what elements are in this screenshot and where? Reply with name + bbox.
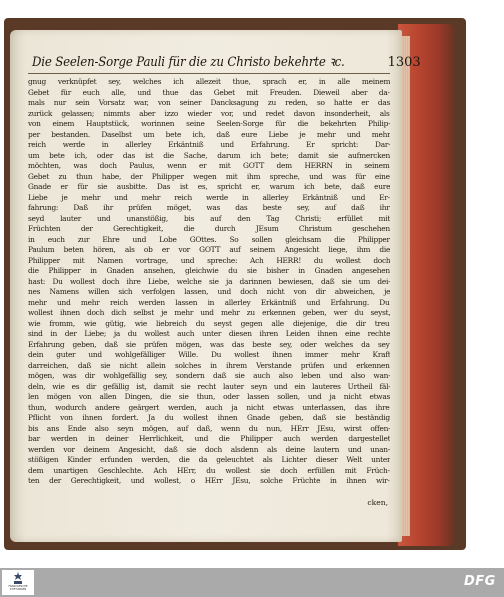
text-line: Früchten der Gerechtigkeit, die durch JEsum Christum geschehen (28, 224, 390, 233)
text-line: in euch zur Ehre und Lobe GOttes. So sollen gleichsam die Philipper (28, 234, 390, 244)
text-line: hast: Du wollest doch ihre Liebe, welche sie ja darinnen bewiesen, daß sie um dei- (28, 276, 390, 286)
text-line: len mögen von allen Dingen, die sie thun, oder lassen sollen, und ja nicht etwas (28, 392, 390, 401)
text-line: sind in der Liebe; ja du wollest auch unter diesen ihren Leiden ihnen eine rechte (28, 329, 390, 338)
library-logo-line: STIFTUNGEN (9, 588, 27, 591)
text-line: um bete ich, oder das ist die Sache, darum ich bete; damit sie aufmercken (28, 150, 390, 160)
page-header (32, 52, 421, 72)
running-head: Die Seelen-Sorge Pauli für die zu Christo bekehrte ꝛc. (32, 55, 345, 70)
text-line: seyd lauter und unanstößig, bis auf den Tag Christi; erfüllet mit (28, 213, 390, 223)
text-line: wie fromm, wie gütig, wie liebreich du seyst gegen alle diejenige, die dir treu (28, 318, 390, 328)
text-line: deln, wie es dir gefällig ist, damit sie recht lauter seyn und ein lauteres Urtheil fäl- (28, 381, 390, 391)
text-line: möchten, was doch Paulus, wenn er mit GOTT dem HERRN in seinem (28, 161, 390, 170)
dfg-logo[interactable]: DFG (464, 574, 496, 589)
text-line: die Philipper in Gnaden ansehen, gleichwie du sie bisher in Gnaden angesehen (28, 266, 390, 275)
body-text (28, 77, 390, 497)
text-line: wollest ihnen doch dich selbst je mehr und mehr zu erkennen geben, wer du seyst, (28, 308, 390, 317)
text-line: mehr und mehr reich werden lassen in allerley Erkäntniß und Erfahrung. Du (28, 297, 390, 307)
text-line: Philipper mit Namen vortrage, und spreche: Ach HERR! du wollest doch (28, 255, 390, 265)
text-line: gnug verknüpfet sey, welches ich allezeit thue, sprach er, in alle meinem (28, 77, 390, 86)
text-line: per bestanden. Daselbst um bete ich, daß eure Liebe je mehr und mehr (28, 129, 390, 139)
text-line: zurück gelassen; nimmts aber izzo wieder vor, und redet davon insonderheit, als (28, 108, 390, 118)
text-line: thun, wodurch andere geärgert werden, auch ja nicht etwas unterlassen, das ihre (28, 402, 390, 412)
text-line: darreichen, daß sie nicht allein solches in ihrem Verstande prüfen und erkennen (28, 360, 390, 370)
text-line: Gebet zu thun habe, der Philipper wegen mit ihm spreche, und was für eine (28, 171, 390, 181)
text-line: Gebet für euch alle, und thue das Gebet mit Freuden. Dieweil aber da- (28, 87, 390, 97)
text-line: nes Namens willen sich verfolgen lassen, und doch nicht von dir abweichen, je (28, 287, 390, 296)
library-logo-text (8, 585, 27, 591)
text-line: werden vor deinem Angesicht, daß sie doch alsdenn als deine lautern und unan- (28, 444, 390, 454)
text-line: dein guter und wohlgefälliger Wille. Du wollest ihnen immer mehr Kraft (28, 350, 390, 359)
text-line: fahrung: Daß ihr prüfen möget, was das beste sey, auf daß ihr (28, 203, 390, 212)
library-logo[interactable] (2, 570, 34, 595)
page-number: 1303 (387, 55, 421, 70)
text-line: mögen, was dir wohlgefällig sey, sondern daß sie auch also leben und also wan- (28, 371, 390, 380)
header-rule (28, 73, 390, 74)
text-line: Erfahrung geben, daß sie prüfen mögen, was das beste sey, oder welches da sey (28, 339, 390, 349)
text-line: mals nur sein Vorsatz war, von seiner Dancksagung zu reden, so hatte er das (28, 98, 390, 107)
viewer-footer-bar (0, 568, 504, 597)
text-line: von einem Hauptstück, worinnen seine Seelen-Sorge für die bekehrten Philip- (28, 119, 390, 128)
text-line: bar werden in deiner Herrlichkeit, und die Philipper auch werden dargestellet (28, 434, 390, 443)
catchword: cken, (367, 498, 388, 507)
text-line: ten der Gerechtigkeit, und wollest, o HErr JEsu, solche Früchte in ihnen wir- (28, 476, 390, 485)
library-logo-line: FRANCKESCHE (8, 585, 28, 588)
text-line: dem unartigen Geschlechte. Ach HErr, du wollest sie doch erfüllen mit Früch- (28, 465, 390, 475)
text-line: reich werde in allerley Erkäntniß und Erfahrung. Er spricht: Dar- (28, 140, 390, 149)
text-line: Gnade er für sie ausbitte. Das ist es, spricht er, warum ich bete, daß eure (28, 182, 390, 191)
text-line: Liebe je mehr und mehr reich werde in allerley Erkäntniß und Er- (28, 192, 390, 202)
text-line: Pflicht von ihnen fordert. Ja du wollest ihnen Gnade geben, daß sie beständig (28, 413, 390, 422)
text-line: bis ans Ende also seyn mögen, auf daß, wenn du nun, HErr JEsu, wirst offen- (28, 423, 390, 433)
text-line: stößigen Kinder erfunden werden, die da geleuchtet als Lichter dieser Welt unter (28, 455, 390, 464)
library-emblem-icon (12, 571, 24, 585)
text-line: Paulum beten hören, als ob er vor GOTT auf seinem Angesicht liege, ihm die (28, 245, 390, 254)
